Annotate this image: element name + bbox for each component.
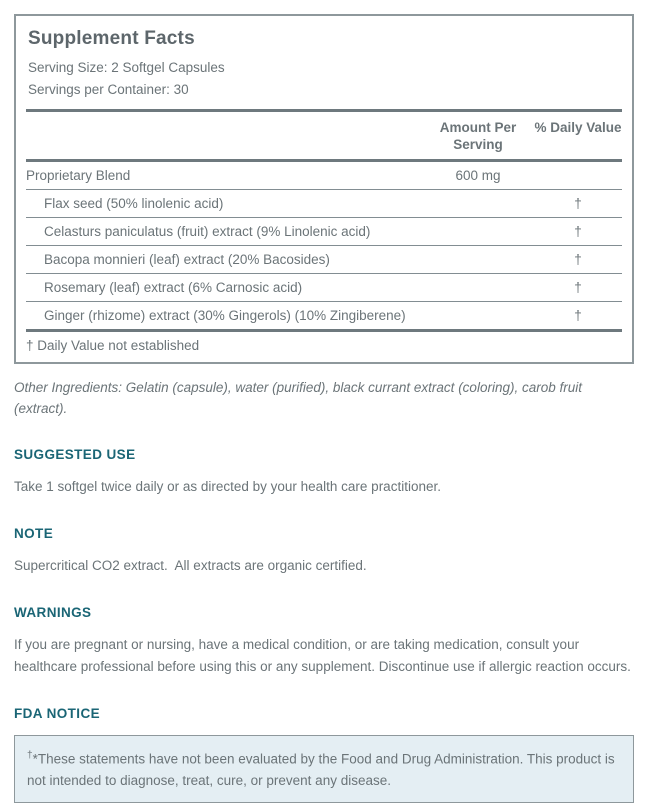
asterisk-footnote-marker: *	[32, 751, 38, 767]
header-percent-daily-value: % Daily Value	[534, 120, 622, 135]
note-body: Supercritical CO2 extract. All extracts are organic certified.	[14, 558, 367, 573]
ingredient-row	[26, 245, 622, 273]
suggested-use-heading: SUGGESTED USE	[14, 447, 136, 462]
ingredient-name: Celasturs paniculatus (fruit) extract (9% Linolenic acid)	[44, 224, 371, 239]
dagger-footnote-marker: †	[27, 750, 33, 761]
ingredient-daily-value: †	[574, 308, 582, 323]
facts-table-header	[26, 112, 622, 159]
daily-value-footnote: † Daily Value not established	[26, 329, 622, 360]
ingredient-name: Rosemary (leaf) extract (6% Carnosic acid)	[44, 280, 303, 295]
ingredient-name: Flax seed (50% linolenic acid)	[44, 196, 224, 211]
fda-notice-heading: FDA NOTICE	[14, 706, 100, 721]
ingredient-name: Bacopa monnieri (leaf) extract (20% Bacosides)	[44, 252, 330, 267]
ingredient-daily-value: †	[574, 224, 582, 239]
fda-notice-text: These statements have not been evaluated by the Food and Drug Administration. This product is not intended to diagnose, treat, cure, or prevent any disease.	[27, 751, 615, 788]
ingredient-row	[26, 217, 622, 245]
header-amount-per-serving: Amount Per Serving	[439, 120, 517, 152]
supplement-facts-panel	[14, 14, 634, 364]
ingredient-daily-value: †	[574, 196, 582, 211]
suggested-use-body: Take 1 softgel twice daily or as directed by your health care practitioner.	[14, 479, 441, 494]
other-ingredients-text: Other Ingredients: Gelatin (capsule), water (purified), black currant extract (coloring), carob fruit (extract).	[14, 380, 582, 416]
ingredient-row	[26, 189, 622, 217]
warnings-heading: WARNINGS	[14, 605, 92, 620]
serving-size: Serving Size: 2 Softgel Capsules	[28, 60, 225, 75]
ingredient-daily-value: †	[574, 252, 582, 267]
fda-notice-box	[14, 735, 634, 803]
ingredient-row	[26, 273, 622, 301]
supplement-facts-table	[26, 159, 622, 329]
ingredient-row	[26, 301, 622, 329]
warnings-body: If you are pregnant or nursing, have a medical condition, or are taking medication, consult your healthcare professional before using this or any supplement. Discontinue use if allergic reaction occurs.	[14, 637, 631, 674]
ingredient-daily-value: †	[574, 280, 582, 295]
ingredient-amount: 600 mg	[455, 168, 501, 183]
supplement-facts-title: Supplement Facts	[28, 28, 195, 49]
servings-per-container: Servings per Container: 30	[28, 82, 189, 97]
ingredient-name: Ginger (rhizome) extract (30% Gingerols) (10% Zingiberene)	[44, 308, 406, 323]
ingredient-row	[26, 162, 622, 189]
note-heading: NOTE	[14, 526, 54, 541]
ingredient-name: Proprietary Blend	[26, 168, 131, 183]
